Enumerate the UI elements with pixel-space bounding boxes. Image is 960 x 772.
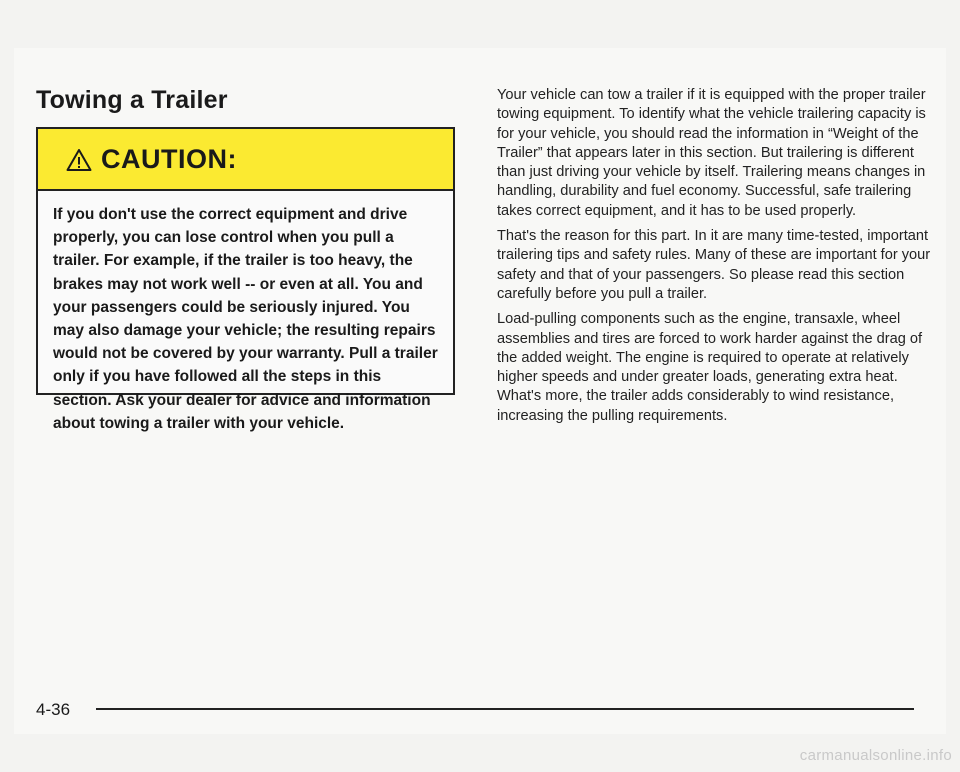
warning-triangle-icon [66, 148, 92, 172]
caution-text: If you don't use the correct equipment and drive properly, you can lose control when you pull a trailer. For example, if the trailer is too heavy, the brakes may not work well -- or even at all. You and your passengers could be seriously injured. You may also damage your vehicle; the resulting repairs would not be covered by your warranty. Pull a trailer only if you have followed all the steps in this section. Ask your dealer for advice and information about towing a trailer with your vehicle. [53, 206, 438, 432]
body-text-column [497, 86, 933, 432]
caution-box [36, 127, 455, 432]
watermark: carmanualsonline.info [799, 747, 952, 764]
paragraph-2: That's the reason for this part. In it are many time-tested, important trailering tips and safety rules. Many of these are important for your safety and that of your passengers. So please read this section carefully before you pull a trailer. [497, 228, 931, 302]
caution-header [38, 129, 453, 191]
paragraph-1: Your vehicle can tow a trailer if it is equipped with the proper trailer towing equipment. To identify what the vehicle trailering capacity is for your vehicle, you should read the information in “Weight of the Trailer” that appears later in this section. But trailering is different than just driving your vehicle by itself. Trailering means changes in handling, durability and fuel economy. Successful, safe trailering takes correct equipment, and it has to be used properly. [497, 87, 926, 219]
paragraph-3: Load-pulling components such as the engine, transaxle, wheel assemblies and tires are forced to work harder against the drag of the added weight. The engine is required to operate at relatively higher speeds and under greater loads, generating extra heat. What's more, the trailer adds considerably to wind resistance, increasing the pulling requirements. [497, 311, 923, 424]
footer-rule [96, 708, 914, 710]
caution-label: CAUTION: [101, 143, 237, 174]
page-title: Towing a Trailer [36, 86, 228, 114]
page-number: 4-36 [36, 700, 71, 719]
